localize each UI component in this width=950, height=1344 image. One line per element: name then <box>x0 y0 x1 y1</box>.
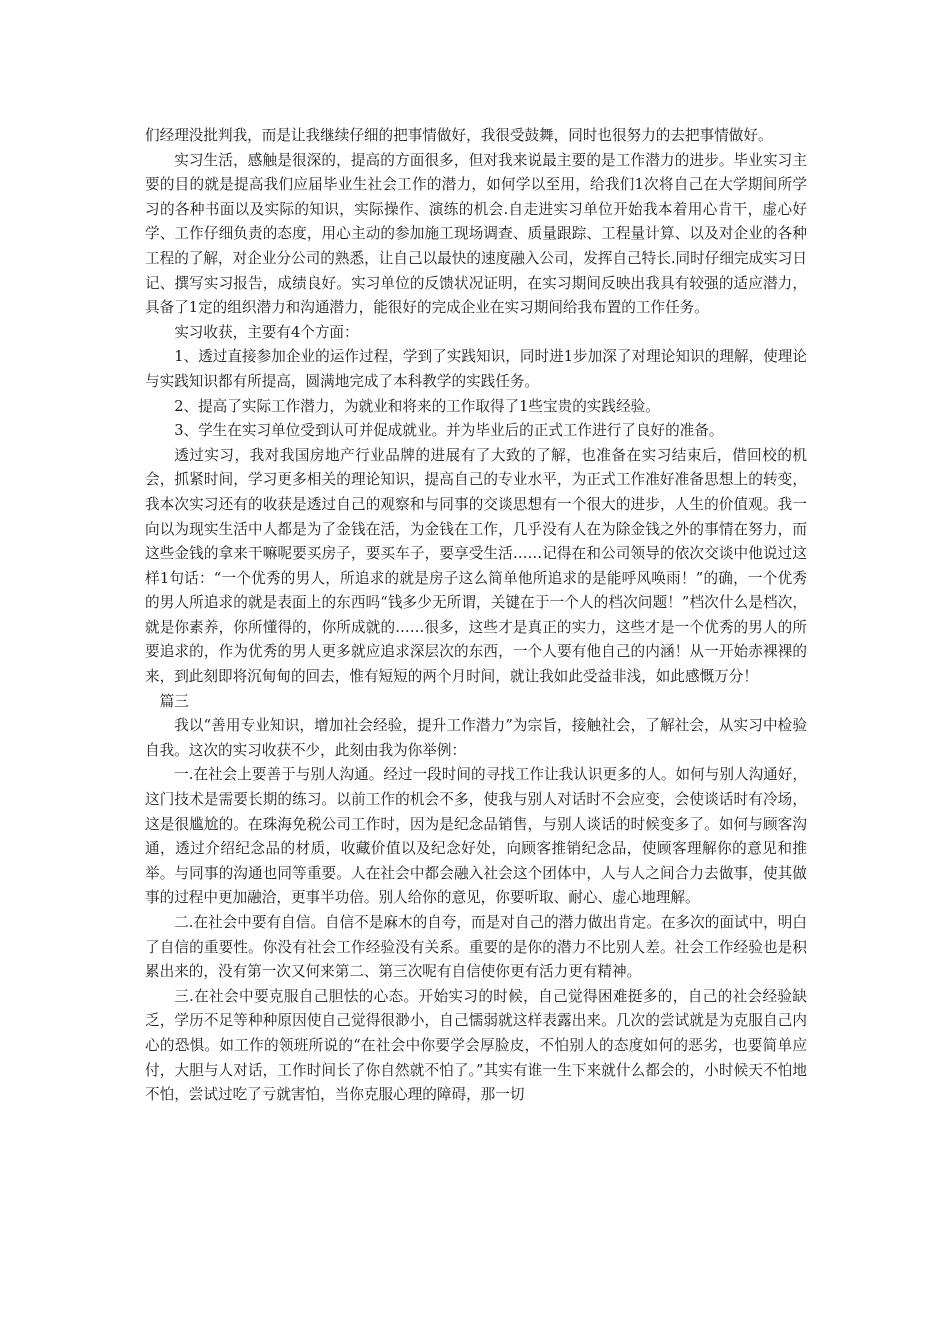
section-heading-part-three: 篇三 <box>159 692 189 710</box>
list-item-gain-1: 1、透过直接参加企业的运作过程，学到了实践知识，同时进1步加深了对理论知识的理解，使理论与实践知识都有所提高，圆满地完成了本科教学的实践任务。 <box>145 348 807 390</box>
paragraph-reflection: 透过实习，我对我国房地产行业品牌的进展有了大致的了解，也准备在实习结束后，借回校的机会，抓紧时间，学习更多相关的理论知识，提高自己的专业水平，为正式工作准好准备思想上的转变，我本次实习还有的收获是透过自己的观察和与同事的交谈思想有一个很大的进步，人生的价值观。我一向以为现实生活中人都是为了金钱在活，为金钱在工作，几乎没有人在为除金钱之外的事情在努力，而这些金钱的拿来干嘛呢要买房子，要买车子，要享受生活……记得在和公司领导的依次交谈中他说过这样1句话：“一个优秀的男人，所追求的就是房子这么简单他所追求的是能呼风唤雨！”的确，一个优秀的男人所追求的就是表面上的东西吗“钱多少无所谓，关键在于一个人的档次问题！”档次什么是档次，就是你素养，你所懂得的，你所成就的……很多，这些才是真正的实力，这些才是一个优秀的男人的所要追求的，作为优秀的男人更多就应追求深层次的东西，一个人要有他自己的内涵！从一开始赤裸裸的来，到此刻即将沉甸甸的回去，惟有短短的两个月时间，就让我如此受益非浅，如此感慨万分！ <box>145 446 807 686</box>
paragraph-point-timidity: 三.在社会中要克服自己胆怯的心态。开始实习的时候，自己觉得困难挺多的，自己的社会经验缺乏，学历不足等种种原因使自己觉得很渺小，自己懦弱就这样表露出来。几次的尝试就是为克服自己内心的恐惧。如工作的领班所说的“在社会中你要学会厚脸皮，不怕别人的态度如何的恶劣，也要简单应付，大胆与人对话，工作时间长了你自然就不怕了。”其实有谁一生下来就什么都会的，小时候天不怕地不怕，尝试过吃了亏就害怕，当你克服心理的障碍，那一切 <box>145 987 807 1104</box>
paragraph-purpose: 我以“善用专业知识，增加社会经验，提升工作潜力”为宗旨，接触社会，了解社会，从实习中检验自我。这次的实习收获不少，此刻由我为你举例： <box>145 717 807 759</box>
list-item-gain-3: 3、学生在实习单位受到认可并促成就业。并为毕业后的正式工作进行了良好的准备。 <box>174 422 724 440</box>
paragraph-gains-intro: 实习收获，主要有4个方面： <box>174 323 359 341</box>
document-body <box>145 124 807 1108</box>
paragraph-point-confidence: 二.在社会中要有自信。自信不是麻木的自夸，而是对自己的潜力做出肯定。在多次的面试中，明白了自信的重要性。你没有社会工作经验没有关系。重要的是你的潜力不比别人差。社会工作经验也是积累出来的，没有第一次又何来第二、第三次呢有自信使你更有活力更有精神。 <box>145 914 807 981</box>
list-item-gain-2: 2、提高了实际工作潜力，为就业和将来的工作取得了1些宝贵的实践经验。 <box>174 397 660 415</box>
paragraph-continuation: 们经理没批判我，而是让我继续仔细的把事情做好，我很受鼓舞，同时也很努力的去把事情做好。 <box>145 127 773 144</box>
paragraph-internship-life: 实习生活，感触是很深的，提高的方面很多，但对我来说最主要的是工作潜力的进步。毕业实习主要的目的就是提高我们应届毕业生社会工作的潜力，如何学以至用，给我们1次将自己在大学期间所学习的各种书面以及实际的知识，实际操作、演练的机会.自走进实习单位开始我本着用心肯干，虚心好学、工作仔细负责的态度，用心主动的参加施工现场调查、质量跟踪、工程量计算、以及对企业的各种工程的了解，对企业分公司的熟悉，让自己以最快的速度融入公司，发挥自己特长.同时仔细完成实习日记、撰写实习报告，成绩良好。实习单位的反馈状况证明，在实习期间反映出我具有较强的适应潜力，具备了1定的组织潜力和沟通潜力，能很好的完成企业在实习期间给我布置的工作任务。 <box>145 151 807 317</box>
paragraph-point-communication: 一.在社会上要善于与别人沟通。经过一段时间的寻找工作让我认识更多的人。如何与别人沟通好，这门技术是需要长期的练习。以前工作的机会不多，使我与别人对话时不会应变，会使谈话时有冷场，这是很尴尬的。在珠海免税公司工作时，因为是纪念品销售，与别人谈话的时候变多了。如何与顾客沟通，透过介绍纪念品的材质，收藏价值以及纪念好处，向顾客推销纪念品，使顾客理解你的意见和推举。与同事的沟通也同等重要。人在社会中都会融入社会这个团体中，人与人之间合力去做事，使其做事的过程中更加融洽，更事半功倍。别人给你的意见，你要听取、耐心、虚心地理解。 <box>145 766 807 907</box>
